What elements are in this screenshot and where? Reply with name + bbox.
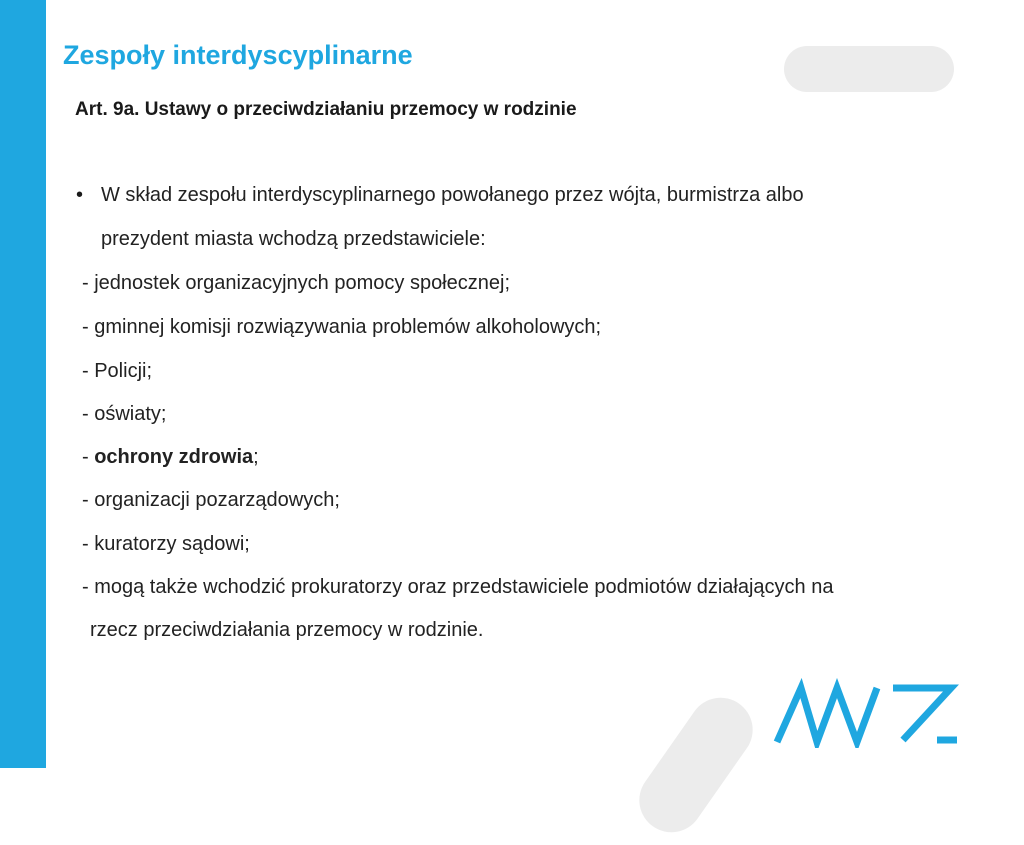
list-item-suffix: ; [253, 446, 259, 468]
slide-subtitle: Art. 9a. Ustawy o przeciwdziałaniu przemocy w rodzinie [75, 99, 577, 120]
slide-title: Zespoły interdyscyplinarne [63, 40, 413, 70]
decorative-pill [784, 46, 954, 92]
list-item: - jednostek organizacyjnych pomocy społecznej; [82, 272, 510, 294]
list-item: - gminnej komisji rozwiązywania problemów alkoholowych; [82, 316, 602, 338]
list-item: - mogą także wchodzić prokuratorzy oraz przedstawiciele podmiotów działających na [82, 576, 834, 598]
list-item-prefix: - [82, 446, 95, 468]
list-item: - kuratorzy sądowi; [82, 533, 250, 555]
decorative-stroke [627, 685, 765, 845]
list-item: - organizacji pozarządowych; [82, 489, 340, 511]
list-item: - oświaty; [82, 403, 167, 425]
list-item-bold-text: ochrony zdrowia [94, 446, 254, 468]
bullet-text-line-1: W skład zespołu interdyscyplinarnego powołanego przez wójta, burmistrza albo [101, 184, 804, 206]
bullet-text-line-2: prezydent miasta wchodzą przedstawiciele: [101, 228, 486, 250]
list-item: - Policji; [82, 360, 153, 382]
list-item [82, 446, 259, 469]
bullet-dot-icon: • [76, 184, 84, 206]
left-accent-bar [0, 0, 46, 768]
list-item-continuation: rzecz przeciwdziałania przemocy w rodzinie. [90, 619, 484, 641]
amz-logo-icon [773, 678, 963, 748]
